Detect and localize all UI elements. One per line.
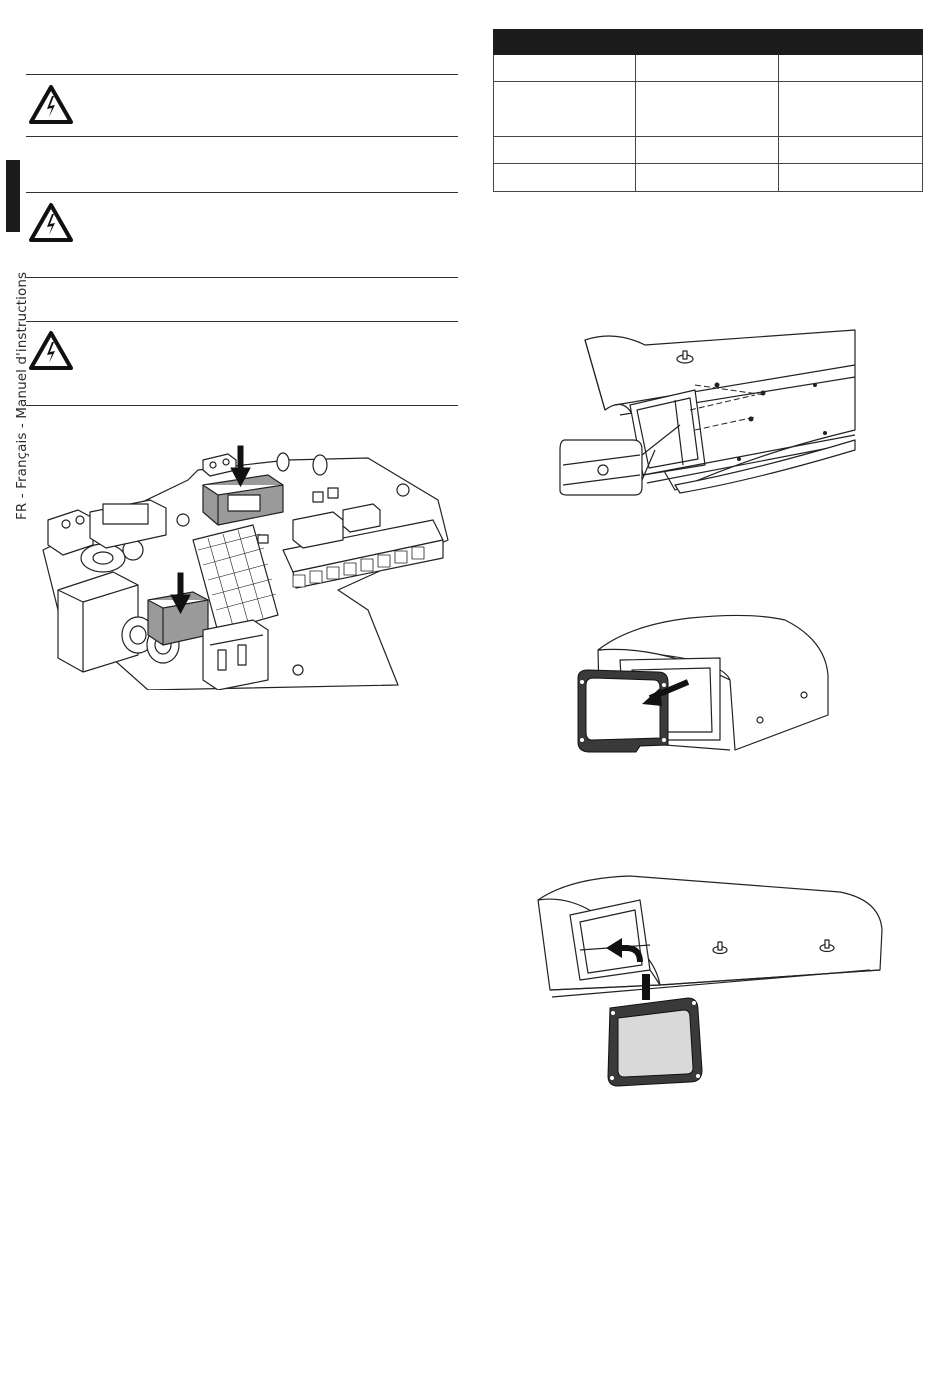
table-cell xyxy=(493,55,636,82)
electrical-hazard-warning-icon xyxy=(28,84,74,126)
language-section-label: FR - Français - Manuel d'instructions xyxy=(14,271,30,520)
electrical-hazard-warning-icon xyxy=(28,202,74,244)
table-cell xyxy=(493,137,636,164)
table-cell xyxy=(779,164,923,192)
table-cell xyxy=(636,137,779,164)
divider xyxy=(26,192,458,193)
divider xyxy=(26,405,458,406)
circuit-board-illustration xyxy=(38,440,458,690)
housing-screws-illustration xyxy=(555,325,865,500)
table-cell xyxy=(493,164,636,192)
divider xyxy=(26,136,458,137)
table-cell xyxy=(779,82,923,137)
electrical-hazard-warning-icon xyxy=(28,330,74,372)
divider xyxy=(26,321,458,322)
table-header xyxy=(493,29,923,55)
front-frame-removal-illustration xyxy=(570,600,840,770)
table-cell xyxy=(779,55,923,82)
specification-table xyxy=(493,29,923,192)
table-cell xyxy=(493,82,636,137)
table-cell xyxy=(779,137,923,164)
table-cell xyxy=(636,82,779,137)
table-cell xyxy=(636,164,779,192)
divider xyxy=(26,74,458,75)
table-cell xyxy=(636,55,779,82)
table-body xyxy=(493,55,923,192)
divider xyxy=(26,277,458,278)
window-installation-illustration xyxy=(530,870,890,1095)
